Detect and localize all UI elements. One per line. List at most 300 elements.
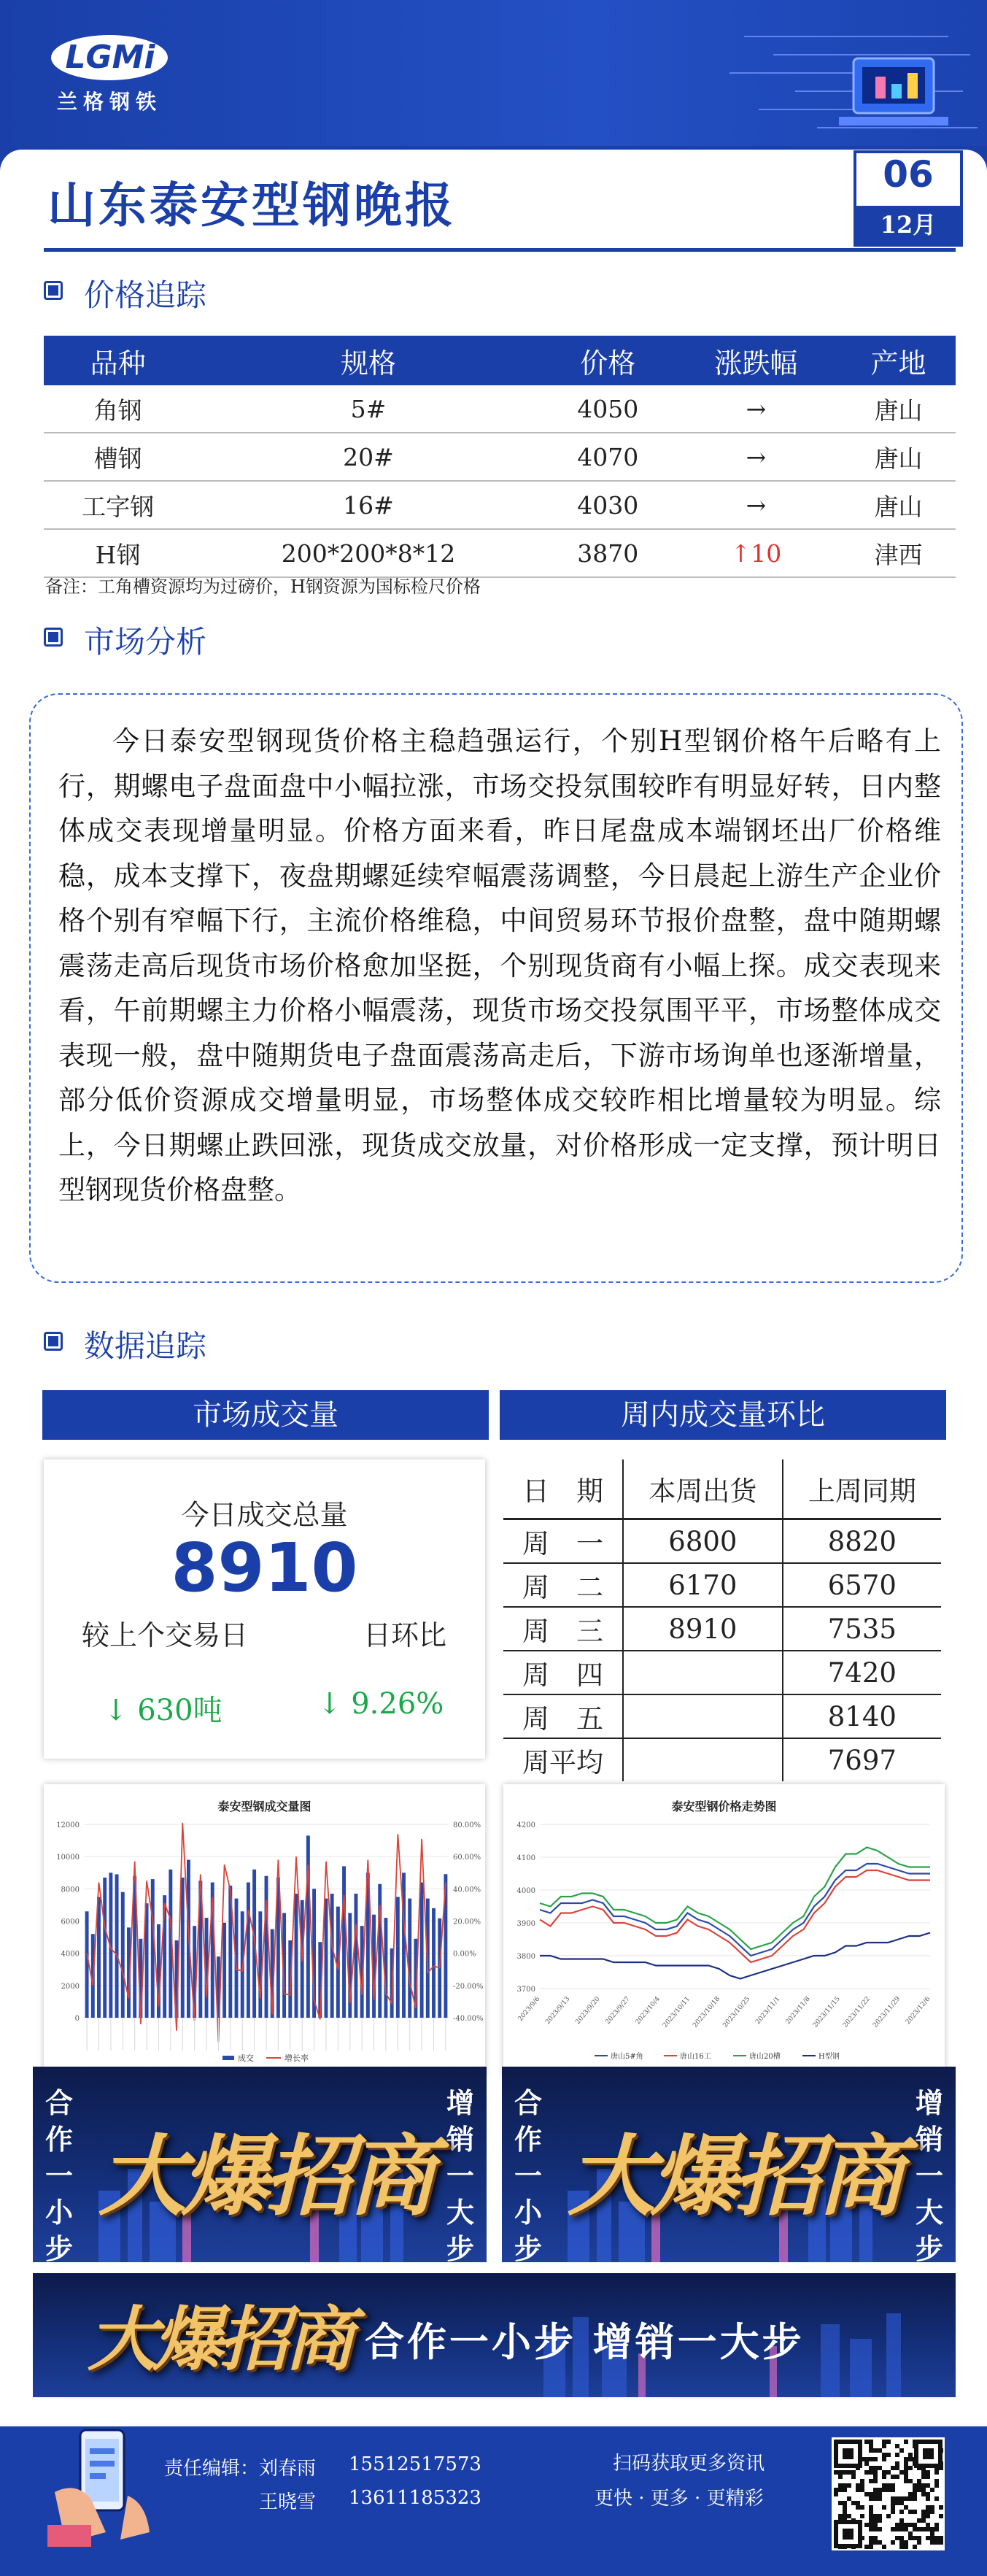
x-tick-label: 2023/10/18 [692,1995,722,2029]
qr-module [847,2496,851,2501]
legend-label: 成交 [238,2054,254,2063]
last-week: 8140 [783,1694,941,1738]
qr-module [908,2479,913,2483]
qr-module [882,2440,886,2444]
series-line [540,1870,930,1962]
qr-module [899,2496,904,2501]
table-row [503,1651,941,1694]
qr-module [869,2518,873,2523]
y-tick-label: 4000 [61,1950,80,1959]
qr-module [899,2448,904,2453]
y2-tick-label: 20.00% [453,1918,481,1927]
qr-module [926,2527,930,2531]
qr-module [856,2488,860,2492]
x-tick-label: 2023/10/4 [634,1995,662,2027]
qr-module [873,2470,878,2475]
qr-module [904,2523,908,2527]
qr-module [934,2496,939,2501]
last-week: 6570 [783,1563,941,1607]
qr-module [917,2518,921,2523]
chart-title: 泰安型钢成交量图 [217,1800,311,1813]
qr-module [891,2475,895,2479]
qr-module [873,2457,878,2461]
day: 周 二 [503,1563,623,1607]
qr-module [895,2444,899,2448]
product-change: → [671,385,841,433]
weekly-header: 周内成交量环比 [500,1390,946,1440]
qr-module [913,2510,917,2514]
product-spec: 20# [192,433,545,481]
qr-module [895,2453,899,2457]
last-week: 7420 [783,1651,941,1694]
qr-module [891,2488,895,2492]
qr-module [869,2545,873,2549]
legend-label: 唐山20槽 [749,2053,781,2061]
last-week: 8820 [783,1519,941,1564]
qr-module [838,2483,843,2488]
volume-bar [378,1884,382,2018]
product-change: → [671,433,841,481]
this-week [623,1651,783,1694]
y-tick-label: 3800 [516,1953,535,1961]
qr-finder [843,2529,854,2540]
qr-module [869,2540,873,2545]
volume-value: 8910 [171,1529,358,1607]
qr-module [843,2510,847,2514]
qr-module [891,2466,895,2470]
price-table [44,336,956,578]
qr-module [878,2466,882,2470]
qr-module [921,2475,926,2479]
section-marker-icon [44,1332,63,1351]
volume-bar [103,1878,107,2018]
qr-module [882,2545,886,2549]
qr-module [864,2545,869,2549]
col-header: 价格 [545,336,671,385]
qr-module [926,2496,930,2501]
volume-bar [85,1911,89,2018]
volume-bar [306,1835,310,2018]
qr-module [873,2448,878,2453]
qr-module [886,2483,891,2488]
qr-module [856,2483,860,2488]
qr-module [878,2448,882,2453]
table-row [44,529,956,577]
qr-module [882,2444,886,2448]
banner-right-text: 增销一大步 [446,2086,474,2262]
col-header: 产地 [841,336,956,385]
y-tick-label: 3900 [516,1920,535,1928]
qr-module [934,2479,939,2483]
qr-module [869,2479,873,2483]
qr-module [869,2496,873,2501]
qr-module [908,2453,913,2457]
volume-chart-svg [44,1784,485,2076]
editor-phone-1: 15512517573 [349,2453,481,2475]
qr-module [926,2475,930,2479]
qr-module [869,2444,873,2448]
product-origin: 唐山 [841,481,956,529]
table-row [503,1563,941,1607]
qr-module [899,2545,904,2549]
qr-module [856,2505,860,2510]
y2-tick-label: 40.00% [453,1886,481,1894]
product-change: → [671,481,841,529]
qr-module [895,2523,899,2527]
qr-module [908,2457,913,2461]
price-chart [503,1784,945,2076]
qr-module [864,2523,869,2527]
qr-module [908,2496,913,2501]
banner-left-text: 合作一小步 [44,2086,73,2262]
product-name: H钢 [44,529,192,577]
qr-module [869,2440,873,2444]
price-table-header [44,336,956,385]
qr-module [895,2527,899,2531]
qr-module [838,2475,843,2479]
qr-module [886,2453,891,2457]
ratio-label: 日环比 [363,1619,447,1651]
logo: LGMi [65,39,155,76]
promo-banner-left[interactable] [33,2067,487,2262]
qr-module [908,2510,913,2514]
table-row [44,385,956,433]
qr-module [926,2492,930,2496]
qr-module [843,2505,847,2510]
editor-name-1: 刘春雨 [259,2458,317,2480]
qr-module [886,2440,891,2444]
qr-finder [843,2448,854,2459]
legend-label: H型钢 [818,2053,840,2061]
qr-module [908,2492,913,2496]
qr-module [869,2492,873,2496]
volume-bar [396,1897,400,2018]
x-tick-label: 2023/11/29 [872,1995,902,2029]
qr-module [886,2470,891,2475]
qr-module [878,2514,882,2518]
qr-module [834,2488,838,2492]
qr-module [891,2527,895,2531]
qr-module [917,2483,921,2488]
qr-module [873,2514,878,2518]
section-marker-icon [44,281,63,300]
qr-module [913,2527,917,2531]
y2-tick-label: -40.00% [453,2015,484,2023]
qr-module [864,2492,869,2496]
x-tick-label: 2023/11/1 [754,1995,782,2027]
product-spec: 16# [192,481,545,529]
qr-module [895,2536,899,2540]
this-week: 8910 [623,1607,783,1651]
qr-module [904,2440,908,2444]
qr-module [904,2466,908,2470]
qr-module [886,2514,891,2518]
qr-module [873,2479,878,2483]
volume-bar [342,1866,346,2018]
qr-module [869,2466,873,2470]
qr-module [913,2545,917,2549]
qr-module [913,2536,917,2540]
qr-module [886,2488,891,2492]
qr-module [882,2505,886,2510]
last-week: 7535 [783,1607,941,1651]
logo-subtitle: 兰格钢铁 [57,90,163,114]
qr-module [873,2536,878,2540]
qr-module [843,2470,847,2475]
section-title-analysis: 市场分析 [84,624,207,660]
qr-module [899,2536,904,2540]
qr-module [904,2505,908,2510]
weekly-table-header [503,1459,941,1519]
qr-module [934,2470,939,2475]
legend-label: 增长率 [285,2054,309,2063]
qr-module [904,2457,908,2461]
qr-module [930,2510,934,2514]
legend-label: 唐山5#角 [611,2053,643,2061]
y-tick-label: 4200 [516,1821,535,1829]
volume-chart [44,1784,485,2076]
qr-module [930,2488,934,2492]
qr-module [939,2540,943,2545]
qr-module [873,2540,878,2545]
product-origin: 唐山 [841,385,956,433]
qr-module [869,2514,873,2518]
table-row [44,433,956,481]
banner-big-text: 大爆招商 [568,2125,900,2228]
volume-bar [222,1923,226,2018]
qr-module [895,2475,899,2479]
qr-module [926,2470,930,2475]
qr-module [843,2514,847,2518]
qr-module [878,2492,882,2496]
section-title-data: 数据追踪 [84,1328,207,1364]
qr-module [878,2488,882,2492]
phone-hand-icon [47,2423,157,2547]
qr-module [913,2496,917,2501]
qr-module [838,2514,843,2518]
product-spec: 5# [192,385,545,433]
y2-tick-label: 80.00% [453,1821,481,1829]
date-day: 06 [883,153,934,196]
qr-module [873,2527,878,2531]
table-note: 备注：工角槽资源均为过磅价，H钢资源为国标检尺价格 [45,576,481,597]
qr-module [864,2470,869,2475]
volume-header: 市场成交量 [42,1390,489,1440]
volume-bar [258,1911,262,2018]
this-week: 6800 [623,1519,783,1564]
qr-module [882,2488,886,2492]
qr-module [873,2466,878,2470]
product-price: 3870 [545,529,671,577]
qr-module [838,2488,843,2492]
col-header: 日 期 [503,1459,623,1519]
promo-banner-wide[interactable] [33,2273,956,2397]
qr-module [878,2527,882,2531]
section-marker-icon [44,628,63,647]
qr-module [917,2479,921,2483]
day: 周平均 [522,1747,603,1778]
qr-module [851,2475,856,2479]
x-tick-label: 2023/10/25 [721,1995,752,2029]
qr-module [856,2501,860,2505]
qr-module [917,2488,921,2492]
tech-decoration-icon [729,15,978,142]
qr-module [869,2470,873,2475]
table-row [503,1738,941,1781]
qr-module [895,2501,899,2505]
qr-module [895,2461,899,2466]
col-header: 本周出货 [623,1459,783,1519]
series-line [540,1848,930,1950]
qr-module [878,2540,882,2545]
qr-module [913,2483,917,2488]
qr-module [891,2483,895,2488]
qr-module [834,2492,838,2496]
qr-module [904,2545,908,2549]
qr-module [869,2536,873,2540]
qr-module [899,2470,904,2475]
banner-right-text: 增销一大步 [915,2086,943,2262]
product-origin: 唐山 [841,433,956,481]
qr-module [882,2453,886,2457]
x-tick-label: 2023/9/20 [574,1995,602,2027]
day: 周 三 [503,1607,623,1651]
qr-module [882,2475,886,2479]
table-row [503,1519,941,1564]
volume-bar [420,1883,424,2018]
qr-module [904,2461,908,2466]
y-tick-label: 4100 [516,1854,535,1862]
qr-module [917,2536,921,2540]
date-month: 12月 [856,206,960,244]
qr-module [899,2518,904,2523]
table-row [44,481,956,529]
y-tick-label: 2000 [61,1982,80,1991]
product-price: 4030 [545,481,671,529]
product-spec: 200*200*8*12 [192,529,545,577]
qr-module [908,2466,913,2470]
qr-module [930,2505,934,2510]
volume-bar [115,1874,119,2018]
volume-bar [247,1883,250,2018]
y2-tick-label: -20.00% [453,1982,484,1991]
qr-module [899,2501,904,2505]
y-tick-label: 8000 [61,1886,80,1894]
y2-tick-label: 60.00% [453,1854,481,1862]
qr-module [860,2483,864,2488]
x-tick-label: 2023/11/8 [784,1995,812,2027]
qr-module [930,2531,934,2536]
qr-module [904,2475,908,2479]
qr-module [934,2483,939,2488]
day: 周 一 [503,1519,623,1564]
qr-module [891,2510,895,2514]
qr-module [847,2514,851,2518]
qr-module [878,2496,882,2501]
qr-module [851,2470,856,2475]
qr-module [838,2501,843,2505]
volume-bar [295,1894,298,2018]
last-week: 7697 [827,1744,897,1776]
qr-module [899,2527,904,2531]
qr-module [904,2527,908,2531]
qr-module [899,2510,904,2514]
qr-module [934,2527,939,2531]
volume-bar [432,1908,436,2018]
compare-label: 较上个交易日 [82,1619,249,1651]
qr-module [882,2457,886,2461]
weekly-table [503,1459,941,1781]
qr-module [934,2540,939,2545]
qr-module [926,2483,930,2488]
y2-tick-label: 0.00% [453,1950,476,1959]
qr-module [878,2518,882,2523]
qr-module [908,2523,913,2527]
y-tick-label: 10000 [56,1854,80,1862]
col-header: 规格 [192,336,545,385]
qr-module [921,2492,926,2496]
price-chart-svg [503,1784,945,2076]
qr-module [926,2505,930,2510]
section-title-price: 价格追踪 [84,277,207,313]
qr-module [847,2470,851,2475]
qr-module [869,2523,873,2527]
qr-module [864,2461,869,2466]
x-tick-label: 2023/10/11 [662,1995,692,2029]
qr-module [869,2510,873,2514]
qr-module [913,2523,917,2527]
qr-module [838,2470,843,2475]
volume-bar [151,1879,155,2018]
y-tick-label: 0 [74,2015,80,2023]
volume-bar [354,1894,357,2018]
promo-banner-right[interactable] [502,2067,956,2262]
qr-module [939,2536,943,2540]
qr-code-icon[interactable] [832,2437,945,2550]
volume-label: 今日成交总量 [181,1499,348,1531]
qr-module [917,2540,921,2545]
qr-module [904,2540,908,2545]
qr-module [917,2527,921,2531]
editor-name-2: 王晓雪 [259,2491,317,2513]
this-week [623,1694,783,1738]
qr-module [930,2536,934,2540]
qr-module [908,2531,913,2536]
qr-module [843,2501,847,2505]
qr-module [882,2470,886,2475]
volume-bar [330,1894,334,2018]
qr-module [921,2470,926,2475]
qr-module [891,2496,895,2501]
qr-module [908,2536,913,2540]
qr-module [921,2483,926,2488]
footer-slogan: 更快 · 更多 · 更精彩 [595,2488,764,2510]
day: 周 四 [503,1651,623,1694]
qr-module [843,2483,847,2488]
qr-module [891,2540,895,2545]
qr-module [904,2479,908,2483]
qr-module [913,2492,917,2496]
product-price: 4050 [545,385,671,433]
x-tick-label: 2023/11/15 [811,1995,842,2029]
qr-module [869,2527,873,2531]
qr-module [891,2501,895,2505]
table-row [503,1607,941,1651]
qr-module [921,2514,926,2518]
qr-module [930,2527,934,2531]
qr-module [851,2501,856,2505]
x-tick-label: 2023/9/6 [516,1995,542,2023]
